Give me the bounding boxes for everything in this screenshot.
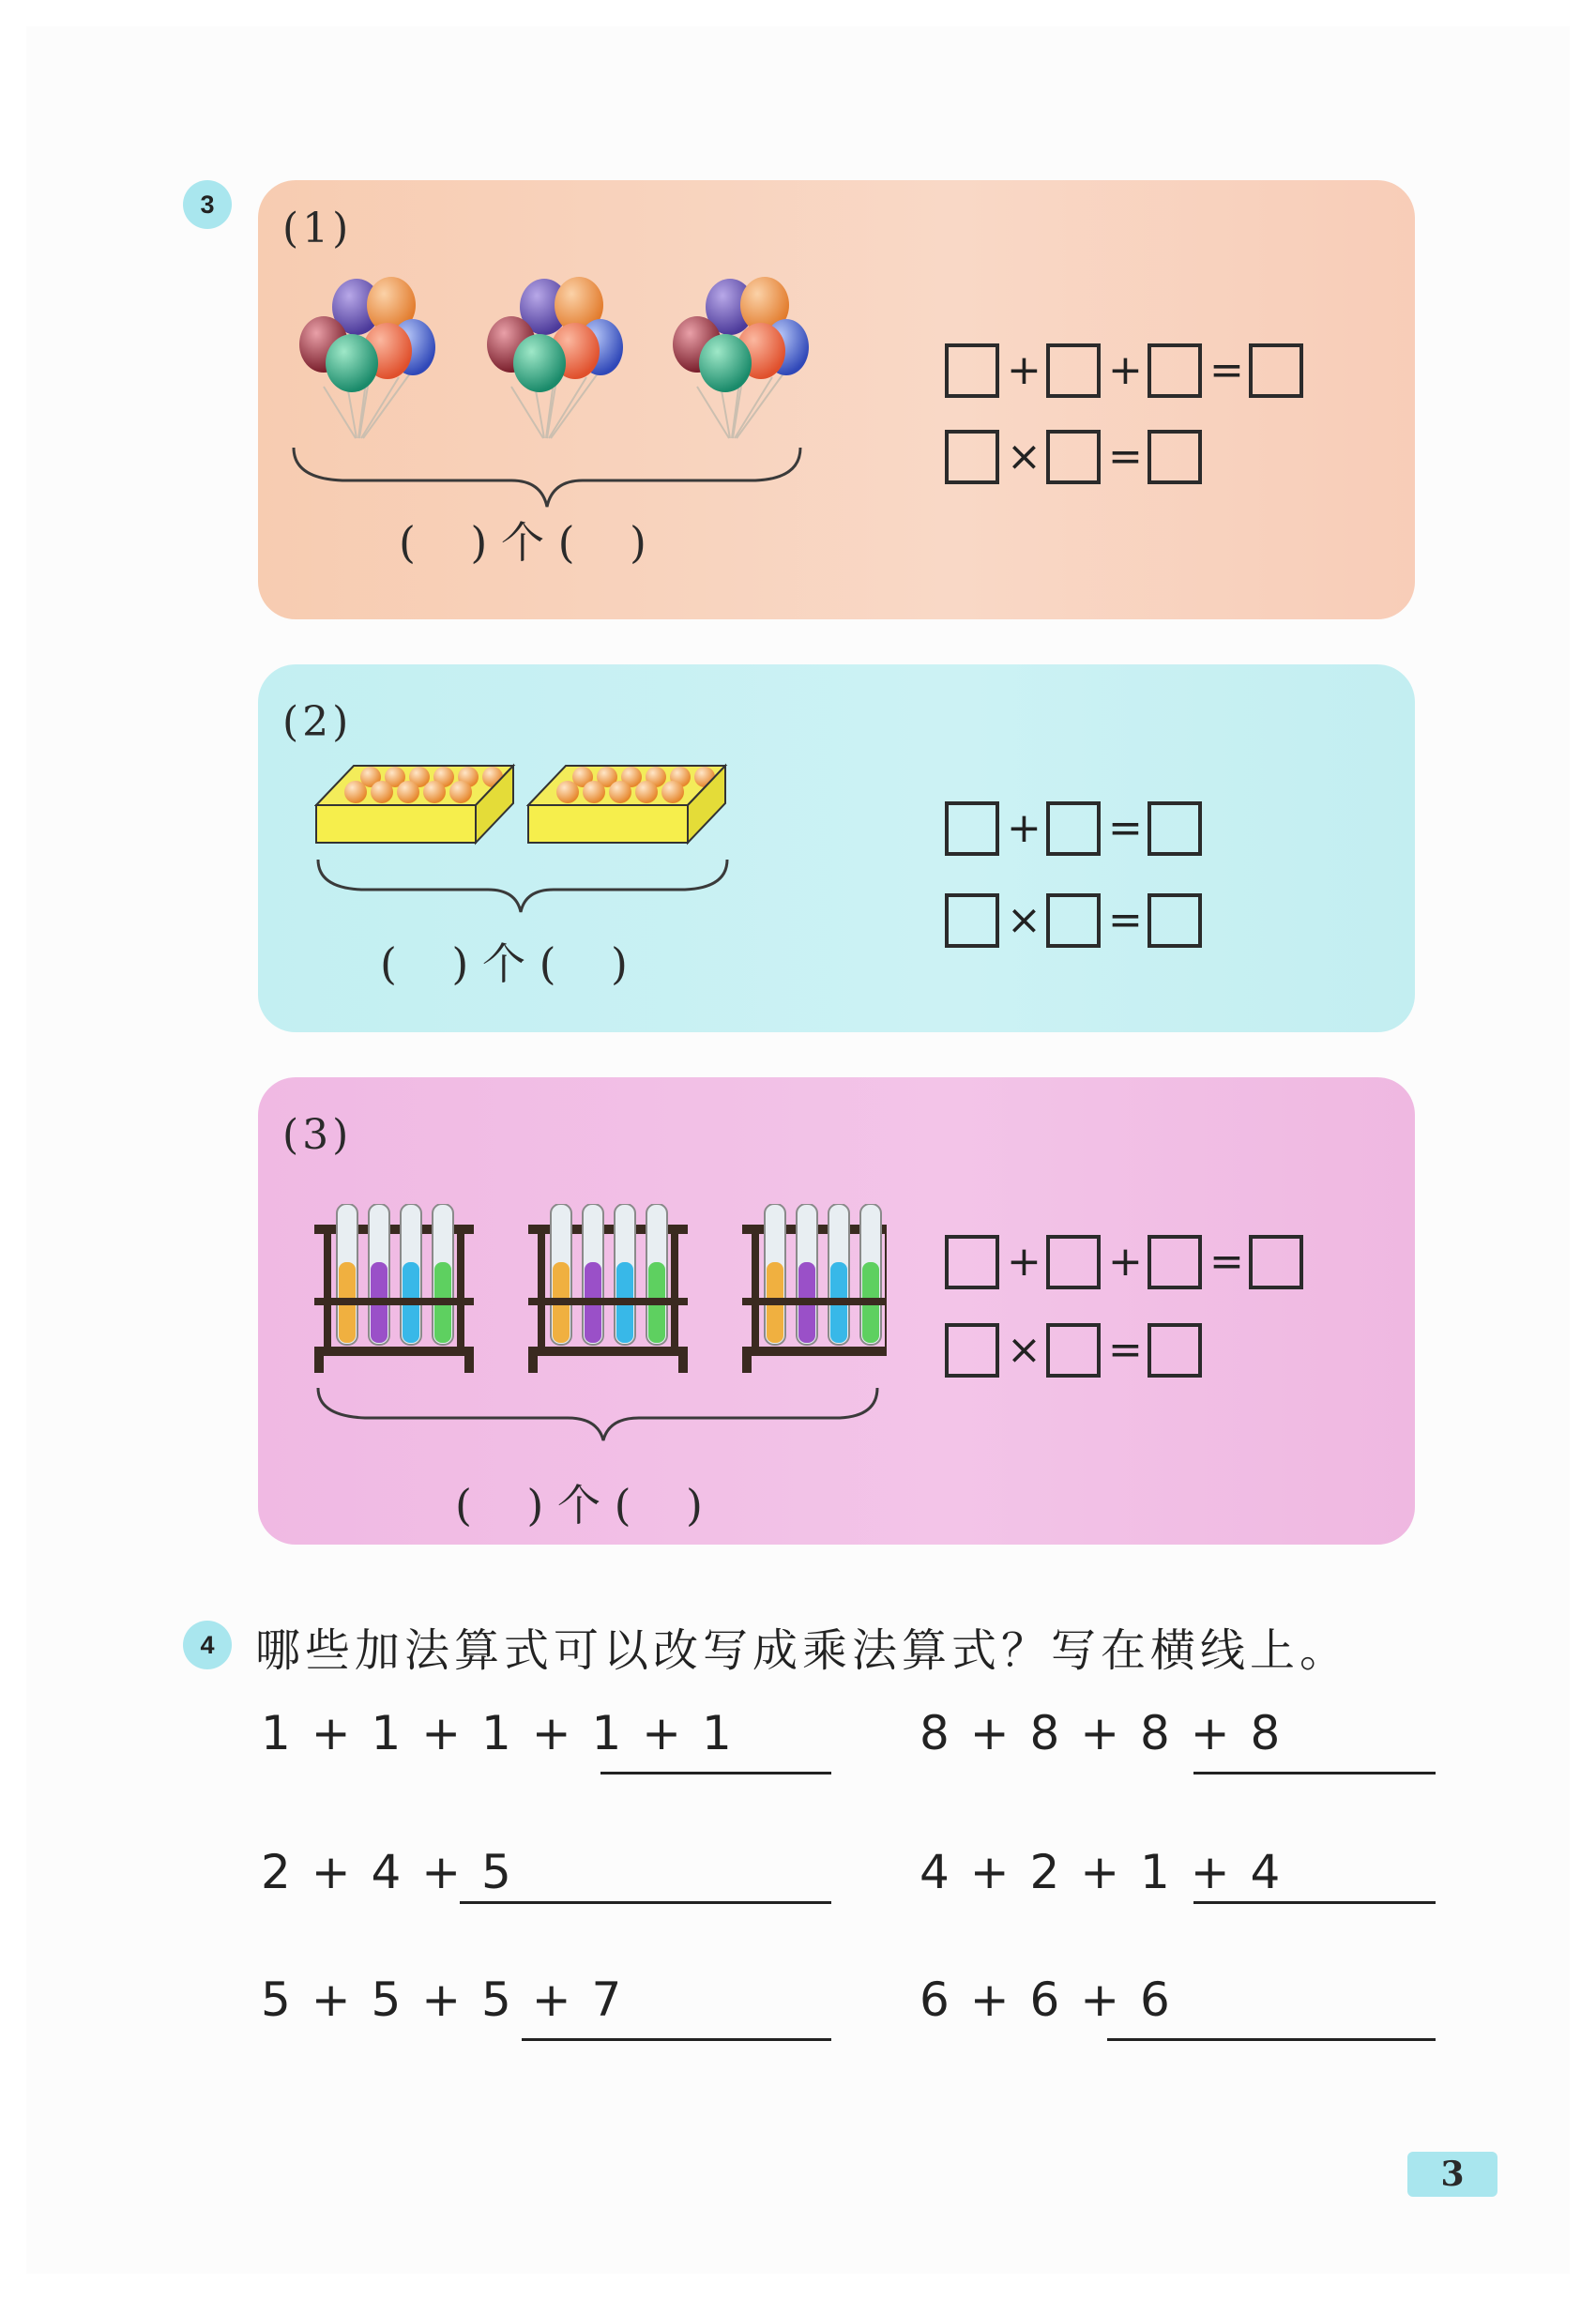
expression-3: 2 + 4 + 5	[261, 1845, 514, 1899]
answer-line-1[interactable]	[600, 1772, 831, 1775]
page-number	[1407, 2152, 1497, 2197]
problem-3-badge	[183, 180, 232, 229]
problem-4-question: 哪些加法算式可以改写成乘法算式？写在横线上。	[255, 1624, 1350, 1677]
answer-box[interactable]	[1148, 1235, 1202, 1289]
answer-line-4[interactable]	[1193, 1901, 1436, 1904]
answer-box[interactable]	[1046, 1235, 1101, 1289]
equals-sign: =	[1108, 804, 1143, 852]
page-number-text: 3	[1440, 2155, 1465, 2194]
plus-sign: +	[1108, 1238, 1143, 1286]
plus-sign: +	[1007, 1238, 1041, 1286]
balloon-bunches-illustration	[286, 274, 812, 518]
part-3-caption: ( ) 个 ( )	[455, 1480, 704, 1531]
balloon-bunch-3	[673, 277, 809, 438]
test-tube-racks-illustration	[314, 1204, 887, 1485]
answer-box[interactable]	[945, 893, 999, 948]
answer-box[interactable]	[1148, 893, 1202, 948]
answer-line-6[interactable]	[1107, 2038, 1436, 2041]
part-1-addition-row	[945, 343, 1303, 398]
plus-sign: +	[1007, 346, 1041, 394]
answer-box[interactable]	[1046, 343, 1101, 398]
equals-sign: =	[1108, 896, 1143, 944]
answer-line-3[interactable]	[460, 1901, 831, 1904]
answer-box[interactable]	[945, 430, 999, 484]
expression-1: 1 + 1 + 1 + 1 + 1	[261, 1706, 735, 1760]
answer-box[interactable]	[945, 801, 999, 856]
answer-box[interactable]	[945, 1235, 999, 1289]
expression-4: 4 + 2 + 1 + 4	[920, 1845, 1284, 1899]
part-2-caption: ( ) 个 ( )	[380, 938, 629, 989]
part-3-multiplication-row	[945, 1323, 1202, 1378]
answer-box[interactable]	[1148, 801, 1202, 856]
egg-tray-2	[528, 766, 725, 843]
answer-box[interactable]	[1148, 430, 1202, 484]
answer-box[interactable]	[1148, 1323, 1202, 1378]
egg-trays-illustration	[314, 758, 783, 946]
expression-6: 6 + 6 + 6	[920, 1973, 1173, 2027]
answer-box[interactable]	[1148, 343, 1202, 398]
answer-box[interactable]	[1046, 430, 1101, 484]
part-2-panel	[258, 664, 1415, 1032]
balloon-bunch-2	[487, 277, 623, 438]
answer-box[interactable]	[945, 1323, 999, 1378]
expression-5: 5 + 5 + 5 + 7	[261, 1973, 625, 2027]
part-3-panel	[258, 1077, 1415, 1545]
problem-4-number: 4	[200, 1630, 215, 1659]
part-1-multiplication-row	[945, 430, 1202, 484]
test-tube-rack-3	[742, 1204, 887, 1373]
answer-box[interactable]	[1046, 893, 1101, 948]
times-sign: ×	[1007, 1326, 1041, 1374]
answer-box[interactable]	[1046, 801, 1101, 856]
part-3-label: (3)	[282, 1111, 353, 1159]
part-1-panel	[258, 180, 1415, 619]
test-tube-rack-2	[528, 1204, 688, 1373]
answer-line-2[interactable]	[1193, 1772, 1436, 1775]
equals-sign: =	[1209, 1238, 1244, 1286]
part-1-label: (1)	[282, 205, 353, 252]
plus-sign: +	[1007, 804, 1041, 852]
equals-sign: =	[1108, 1326, 1143, 1374]
balloon-bunch-1	[299, 277, 435, 438]
part-1-caption: ( ) 个 ( )	[399, 517, 647, 568]
plus-sign: +	[1108, 346, 1143, 394]
answer-box[interactable]	[1249, 343, 1303, 398]
answer-box[interactable]	[1249, 1235, 1303, 1289]
answer-box[interactable]	[945, 343, 999, 398]
part-2-label: (2)	[282, 698, 353, 746]
equals-sign: =	[1209, 346, 1244, 394]
part-2-multiplication-row	[945, 893, 1202, 948]
expression-2: 8 + 8 + 8 + 8	[920, 1706, 1284, 1760]
times-sign: ×	[1007, 433, 1041, 480]
egg-tray-1	[316, 766, 513, 843]
answer-box[interactable]	[1046, 1323, 1101, 1378]
part-2-addition-row	[945, 801, 1202, 856]
test-tube-rack-1	[314, 1204, 474, 1373]
times-sign: ×	[1007, 896, 1041, 944]
equals-sign: =	[1108, 433, 1143, 480]
part-3-addition-row	[945, 1235, 1303, 1289]
problem-4-badge	[183, 1621, 232, 1669]
answer-line-5[interactable]	[522, 2038, 831, 2041]
problem-3-number: 3	[200, 190, 215, 219]
